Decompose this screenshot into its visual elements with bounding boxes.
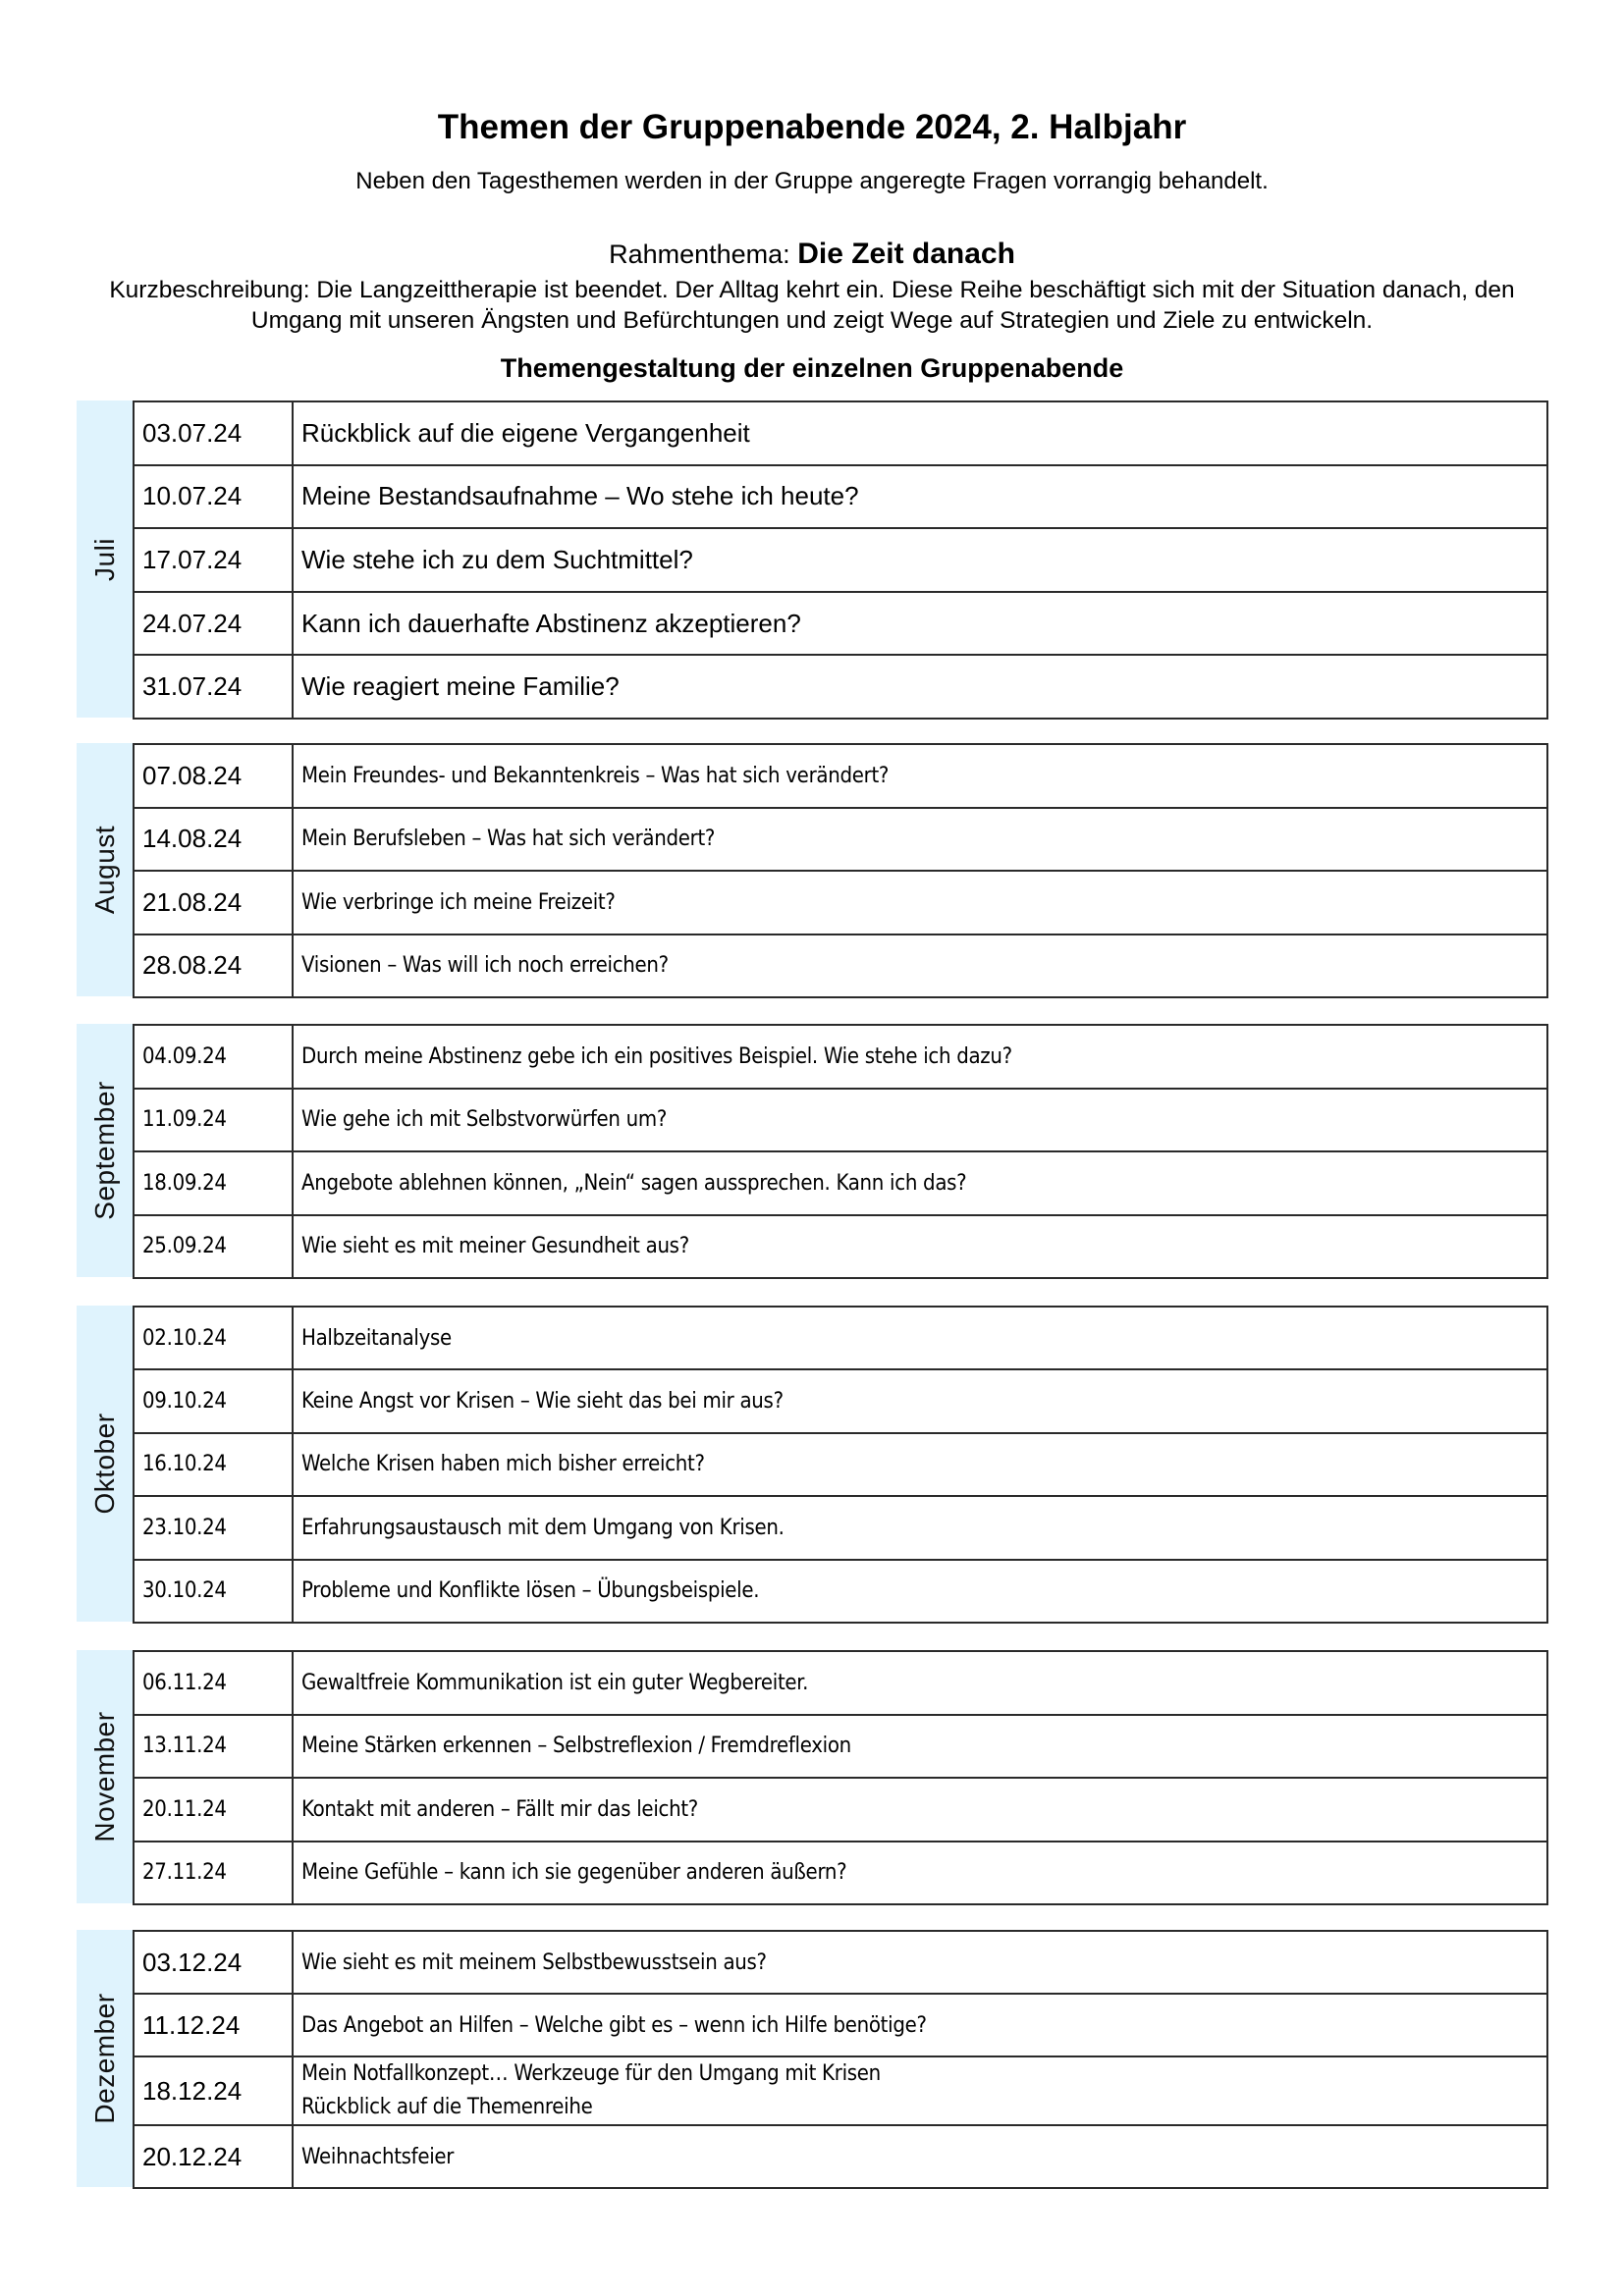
table-row xyxy=(134,1151,1547,1215)
session-date: 03.12.24 xyxy=(134,1931,293,1994)
session-topic: Das Angebot an Hilfen – Welche gibt es – wenn ich Hilfe benötige? xyxy=(293,1994,1547,2056)
table-row xyxy=(134,1433,1547,1496)
table-row xyxy=(134,528,1547,592)
month-label-column xyxy=(77,1024,133,1277)
table-row xyxy=(134,1651,1547,1715)
month-label-column xyxy=(77,743,133,996)
session-topic: Wie reagiert meine Familie? xyxy=(293,655,1547,719)
month-label: November xyxy=(88,1711,120,1842)
session-date: 14.08.24 xyxy=(134,808,293,872)
session-date: 03.07.24 xyxy=(134,401,293,465)
session-topic: Mein Berufsleben – Was hat sich verändert? xyxy=(293,808,1547,872)
month-block-august xyxy=(77,743,1548,996)
table-row xyxy=(134,1560,1547,1623)
month-label: September xyxy=(88,1081,120,1220)
table-row xyxy=(134,592,1547,656)
month-label-column xyxy=(77,400,133,718)
session-topic xyxy=(293,2056,1547,2125)
session-date: 17.07.24 xyxy=(134,528,293,592)
month-label: Oktober xyxy=(88,1413,120,1515)
table-row xyxy=(134,401,1547,465)
session-date: 21.08.24 xyxy=(134,871,293,934)
frame-theme xyxy=(0,238,1624,271)
session-date: 09.10.24 xyxy=(134,1369,293,1432)
month-block-dezember xyxy=(77,1930,1548,2187)
table-row xyxy=(134,871,1547,934)
session-date: 13.11.24 xyxy=(134,1715,293,1779)
table-row xyxy=(134,1496,1547,1559)
session-topic: Wie sieht es mit meinem Selbstbewusstsein aus? xyxy=(293,1931,1547,1994)
table-row xyxy=(134,465,1547,529)
month-block-september xyxy=(77,1024,1548,1277)
session-topic: Kann ich dauerhafte Abstinenz akzeptieren? xyxy=(293,592,1547,656)
session-date: 07.08.24 xyxy=(134,744,293,808)
sessions-table xyxy=(133,1306,1548,1624)
frame-theme-value: Die Zeit danach xyxy=(797,238,1015,270)
session-topic: Meine Bestandsaufnahme – Wo stehe ich heute? xyxy=(293,465,1547,529)
session-topic: Erfahrungsaustausch mit dem Umgang von Krisen. xyxy=(293,1496,1547,1559)
frame-theme-label: Rahmenthema: xyxy=(609,240,798,269)
session-date: 31.07.24 xyxy=(134,655,293,719)
session-date: 27.11.24 xyxy=(134,1842,293,1905)
table-row xyxy=(134,1215,1547,1279)
session-topic-line-2: Rückblick auf die Themenreihe xyxy=(301,2095,593,2119)
month-label-column xyxy=(77,1650,133,1903)
table-row xyxy=(134,1842,1547,1905)
month-label: August xyxy=(88,825,120,915)
month-label: Juli xyxy=(88,537,120,581)
session-date: 04.09.24 xyxy=(134,1025,293,1089)
table-row xyxy=(134,934,1547,998)
sessions-table xyxy=(133,1024,1548,1279)
table-row xyxy=(134,744,1547,808)
table-row xyxy=(134,1307,1547,1369)
month-label-column xyxy=(77,1306,133,1622)
session-date: 23.10.24 xyxy=(134,1496,293,1559)
session-date: 18.12.24 xyxy=(134,2056,293,2125)
table-row xyxy=(134,1778,1547,1842)
session-topic-line-1: Mein Notfallkonzept… Werkzeuge für den Umgang mit Krisen xyxy=(301,2061,881,2086)
month-block-november xyxy=(77,1650,1548,1903)
session-topic: Visionen – Was will ich noch erreichen? xyxy=(293,934,1547,998)
session-topic: Rückblick auf die eigene Vergangenheit xyxy=(293,401,1547,465)
table-row xyxy=(134,655,1547,719)
session-topic: Weihnachtsfeier xyxy=(293,2125,1547,2188)
session-date: 06.11.24 xyxy=(134,1651,293,1715)
session-date: 16.10.24 xyxy=(134,1433,293,1496)
table-row xyxy=(134,1369,1547,1432)
session-date: 28.08.24 xyxy=(134,934,293,998)
section-heading: Themengestaltung der einzelnen Gruppenabende xyxy=(500,353,1124,383)
session-topic: Halbzeitanalyse xyxy=(293,1307,1547,1369)
session-topic: Angebote ablehnen können, „Nein“ sagen aussprechen. Kann ich das? xyxy=(293,1151,1547,1215)
sessions-table xyxy=(133,1930,1548,2189)
month-block-juli xyxy=(77,400,1548,718)
session-topic: Wie gehe ich mit Selbstvorwürfen um? xyxy=(293,1089,1547,1152)
session-topic: Wie sieht es mit meiner Gesundheit aus? xyxy=(293,1215,1547,1279)
sessions-table xyxy=(133,743,1548,998)
page-title: Themen der Gruppenabende 2024, 2. Halbjahr xyxy=(437,108,1187,146)
session-date: 20.12.24 xyxy=(134,2125,293,2188)
page-subtitle: Neben den Tagesthemen werden in der Gruppe angeregte Fragen vorrangig behandelt. xyxy=(355,168,1269,194)
month-label-column xyxy=(77,1930,133,2187)
session-topic: Mein Freundes- und Bekanntenkreis – Was hat sich verändert? xyxy=(293,744,1547,808)
table-row xyxy=(134,1715,1547,1779)
session-date: 20.11.24 xyxy=(134,1778,293,1842)
session-date: 25.09.24 xyxy=(134,1215,293,1279)
month-label: Dezember xyxy=(88,1993,120,2124)
session-topic: Wie stehe ich zu dem Suchtmittel? xyxy=(293,528,1547,592)
table-row xyxy=(134,2125,1547,2188)
session-date: 18.09.24 xyxy=(134,1151,293,1215)
session-topic: Keine Angst vor Krisen – Wie sieht das bei mir aus? xyxy=(293,1369,1547,1432)
table-row xyxy=(134,1089,1547,1152)
session-topic: Meine Gefühle – kann ich sie gegenüber anderen äußern? xyxy=(293,1842,1547,1905)
sessions-table xyxy=(133,400,1548,720)
short-description: Kurzbeschreibung: Die Langzeittherapie ist beendet. Der Alltag kehrt ein. Diese Reihe beschäftigt sich mit der Situation danach, den Umgang mit unseren Ängsten und Befürchtungen und zeigt Wege auf Strategien und Ziele zu entwickeln. xyxy=(109,277,1515,334)
sessions-table xyxy=(133,1650,1548,1905)
session-topic: Welche Krisen haben mich bisher erreicht? xyxy=(293,1433,1547,1496)
table-row xyxy=(134,2056,1547,2125)
session-date: 11.09.24 xyxy=(134,1089,293,1152)
session-topic: Gewaltfreie Kommunikation ist ein guter Wegbereiter. xyxy=(293,1651,1547,1715)
table-row xyxy=(134,1025,1547,1089)
session-date: 11.12.24 xyxy=(134,1994,293,2056)
session-topic: Meine Stärken erkennen – Selbstreflexion / Fremdreflexion xyxy=(293,1715,1547,1779)
table-row xyxy=(134,808,1547,872)
table-row xyxy=(134,1931,1547,1994)
session-topic: Kontakt mit anderen – Fällt mir das leicht? xyxy=(293,1778,1547,1842)
month-block-oktober xyxy=(77,1306,1548,1622)
session-date: 30.10.24 xyxy=(134,1560,293,1623)
session-topic: Probleme und Konflikte lösen – Übungsbeispiele. xyxy=(293,1560,1547,1623)
table-row xyxy=(134,1994,1547,2056)
session-date: 10.07.24 xyxy=(134,465,293,529)
session-date: 24.07.24 xyxy=(134,592,293,656)
session-topic: Durch meine Abstinenz gebe ich ein positives Beispiel. Wie stehe ich dazu? xyxy=(293,1025,1547,1089)
session-date: 02.10.24 xyxy=(134,1307,293,1369)
session-topic: Wie verbringe ich meine Freizeit? xyxy=(293,871,1547,934)
